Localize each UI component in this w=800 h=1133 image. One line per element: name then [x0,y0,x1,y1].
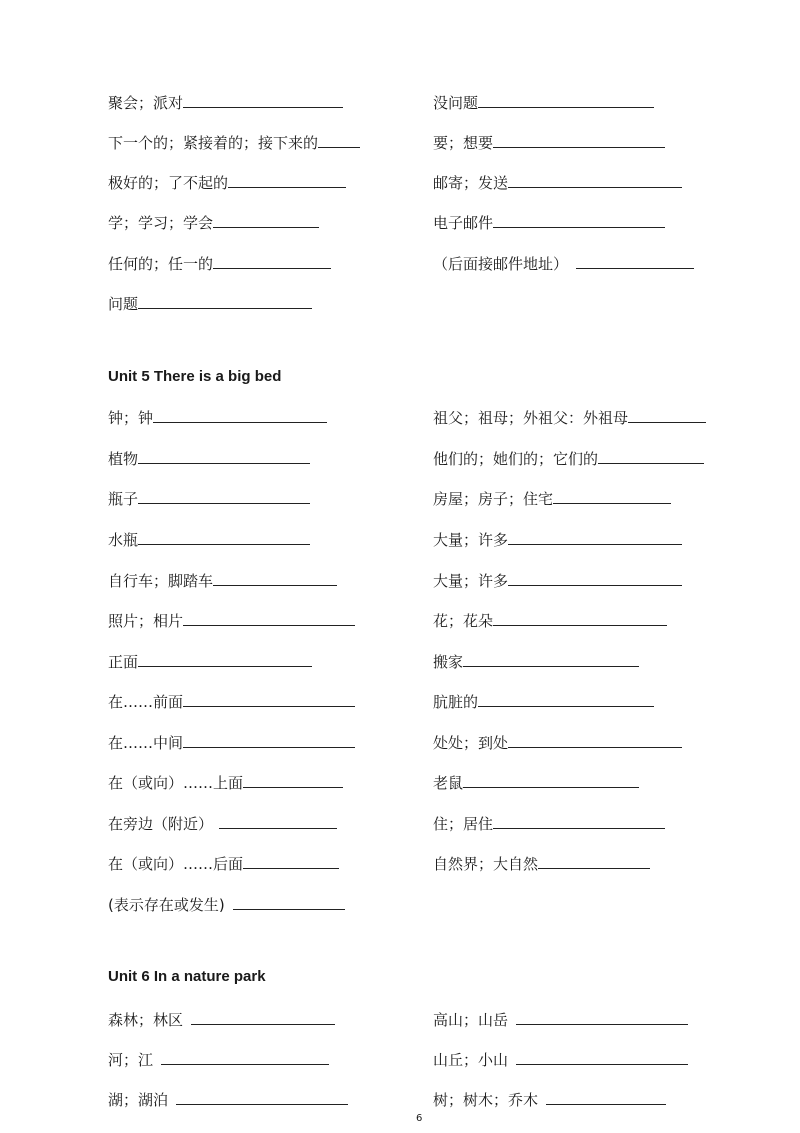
vocab-item [433,449,704,469]
answer-blank[interactable] [243,854,339,869]
vocab-prompt: 在（或向）……后面 [108,855,244,873]
vocab-prompt: 住；居住 [433,815,494,833]
vocab-prompt: (表示存在或发生) [108,896,225,914]
vocab-item [433,213,665,233]
vocab-prompt: 房屋；房子；住宅 [433,490,554,508]
answer-blank[interactable] [176,1090,348,1105]
answer-blank[interactable] [213,254,331,269]
vocab-item [433,530,682,550]
answer-blank[interactable] [183,692,355,707]
vocab-prompt: 水瓶 [108,531,139,549]
vocab-item [433,773,639,793]
vocab-prompt: 要；想要 [433,134,494,152]
vocab-item [108,895,345,915]
answer-blank[interactable] [463,773,639,788]
answer-blank[interactable] [508,571,682,586]
vocab-prompt: 极好的；了不起的 [108,174,229,192]
answer-blank[interactable] [508,733,682,748]
vocab-prompt: 祖父；祖母；外祖父：外祖母 [433,409,629,427]
answer-blank[interactable] [493,133,665,148]
answer-blank[interactable] [546,1090,666,1105]
vocab-prompt: 在（或向）……上面 [108,774,244,792]
vocab-item [433,93,654,113]
answer-blank[interactable] [161,1050,329,1065]
answer-blank[interactable] [183,611,355,626]
page-number: 6 [416,1113,423,1124]
vocab-item [108,1050,329,1070]
answer-blank[interactable] [598,449,704,464]
vocab-prompt: 树；树木；乔木 [433,1091,539,1109]
answer-blank[interactable] [191,1010,335,1025]
answer-blank[interactable] [138,294,312,309]
vocab-item [433,814,665,834]
vocab-item [433,611,667,631]
answer-blank[interactable] [228,173,346,188]
vocab-item [433,173,682,193]
vocab-prompt: 自然界；大自然 [433,855,539,873]
answer-blank[interactable] [213,571,337,586]
vocab-prompt: 在旁边（附近） [108,815,214,833]
answer-blank[interactable] [183,93,343,108]
answer-blank[interactable] [493,213,665,228]
answer-blank[interactable] [138,449,310,464]
answer-blank[interactable] [138,652,312,667]
answer-blank[interactable] [463,652,639,667]
vocab-prompt: 问题 [108,295,139,313]
unit-5-heading: Unit 5 There is a big bed [108,368,282,385]
vocab-prompt: 瓶子 [108,490,139,508]
vocab-item [108,173,346,193]
vocab-item [108,449,310,469]
vocab-item [108,1010,335,1030]
vocab-prompt: 处处；到处 [433,734,509,752]
answer-blank[interactable] [219,814,337,829]
vocab-prompt: 在……前面 [108,693,184,711]
vocab-item [433,1050,688,1070]
vocab-prompt: 聚会；派对 [108,94,184,112]
vocab-prompt: 电子邮件 [433,214,494,232]
vocab-prompt: 任何的；任一的 [108,255,214,273]
answer-blank[interactable] [183,733,355,748]
vocab-prompt: 花；花朵 [433,612,494,630]
answer-blank[interactable] [138,530,310,545]
vocab-item [433,733,682,753]
answer-blank[interactable] [213,213,319,228]
answer-blank[interactable] [478,93,654,108]
vocab-prompt: 没问题 [433,94,479,112]
answer-blank[interactable] [478,692,654,707]
vocab-prompt: 学；学习；学会 [108,214,214,232]
answer-blank[interactable] [318,133,360,148]
answer-blank[interactable] [153,408,327,423]
vocab-prompt: 植物 [108,450,139,468]
vocab-prompt: 高山；山岳 [433,1011,509,1029]
vocab-item [108,489,310,509]
vocab-item [108,652,312,672]
vocab-item [108,254,331,274]
vocab-item [433,489,671,509]
vocab-item [108,854,339,874]
vocab-prompt: 森林；林区 [108,1011,184,1029]
answer-blank[interactable] [516,1010,688,1025]
vocab-item [108,408,327,428]
vocab-item [108,530,310,550]
answer-blank[interactable] [628,408,706,423]
vocab-item [108,294,312,314]
answer-blank[interactable] [538,854,650,869]
vocab-item [108,1090,348,1110]
vocab-prompt: 搬家 [433,653,464,671]
vocab-prompt: 下一个的；紧接着的；接下来的 [108,134,319,152]
answer-blank[interactable] [493,814,665,829]
vocab-item [108,93,343,113]
vocab-item [433,652,639,672]
vocab-item [108,773,343,793]
vocab-item [108,733,355,753]
vocab-prompt: 大量；许多 [433,531,509,549]
vocab-prompt: （后面接邮件地址） [433,255,569,273]
answer-blank[interactable] [233,895,345,910]
answer-blank[interactable] [553,489,671,504]
vocab-item [108,213,319,233]
vocab-item [433,854,650,874]
vocab-prompt: 自行车；脚踏车 [108,572,214,590]
answer-blank[interactable] [516,1050,688,1065]
vocab-item [108,611,355,631]
vocab-item [433,571,682,591]
vocab-prompt: 老鼠 [433,774,464,792]
answer-blank[interactable] [243,773,343,788]
vocab-item [433,1090,666,1110]
vocab-item [433,692,654,712]
answer-blank[interactable] [508,173,682,188]
answer-blank[interactable] [138,489,310,504]
vocab-prompt: 河；江 [108,1051,154,1069]
answer-blank[interactable] [576,254,694,269]
vocab-prompt: 山丘；小山 [433,1051,509,1069]
vocab-prompt: 湖；湖泊 [108,1091,169,1109]
vocab-item [108,692,355,712]
vocab-prompt: 正面 [108,653,139,671]
answer-blank[interactable] [508,530,682,545]
vocab-item [433,1010,688,1030]
vocab-item [433,254,694,274]
vocab-item [108,814,337,834]
vocab-item [108,571,337,591]
vocab-prompt: 邮寄；发送 [433,174,509,192]
vocab-prompt: 大量；许多 [433,572,509,590]
vocab-item [108,133,360,153]
vocab-prompt: 钟；钟 [108,409,154,427]
vocab-prompt: 在……中间 [108,734,184,752]
vocab-prompt: 他们的；她们的；它们的 [433,450,599,468]
vocab-prompt: 肮脏的 [433,693,479,711]
vocab-item [433,408,706,428]
vocab-prompt: 照片；相片 [108,612,184,630]
vocab-item [433,133,665,153]
unit-6-heading: Unit 6 In a nature park [108,968,266,985]
answer-blank[interactable] [493,611,667,626]
